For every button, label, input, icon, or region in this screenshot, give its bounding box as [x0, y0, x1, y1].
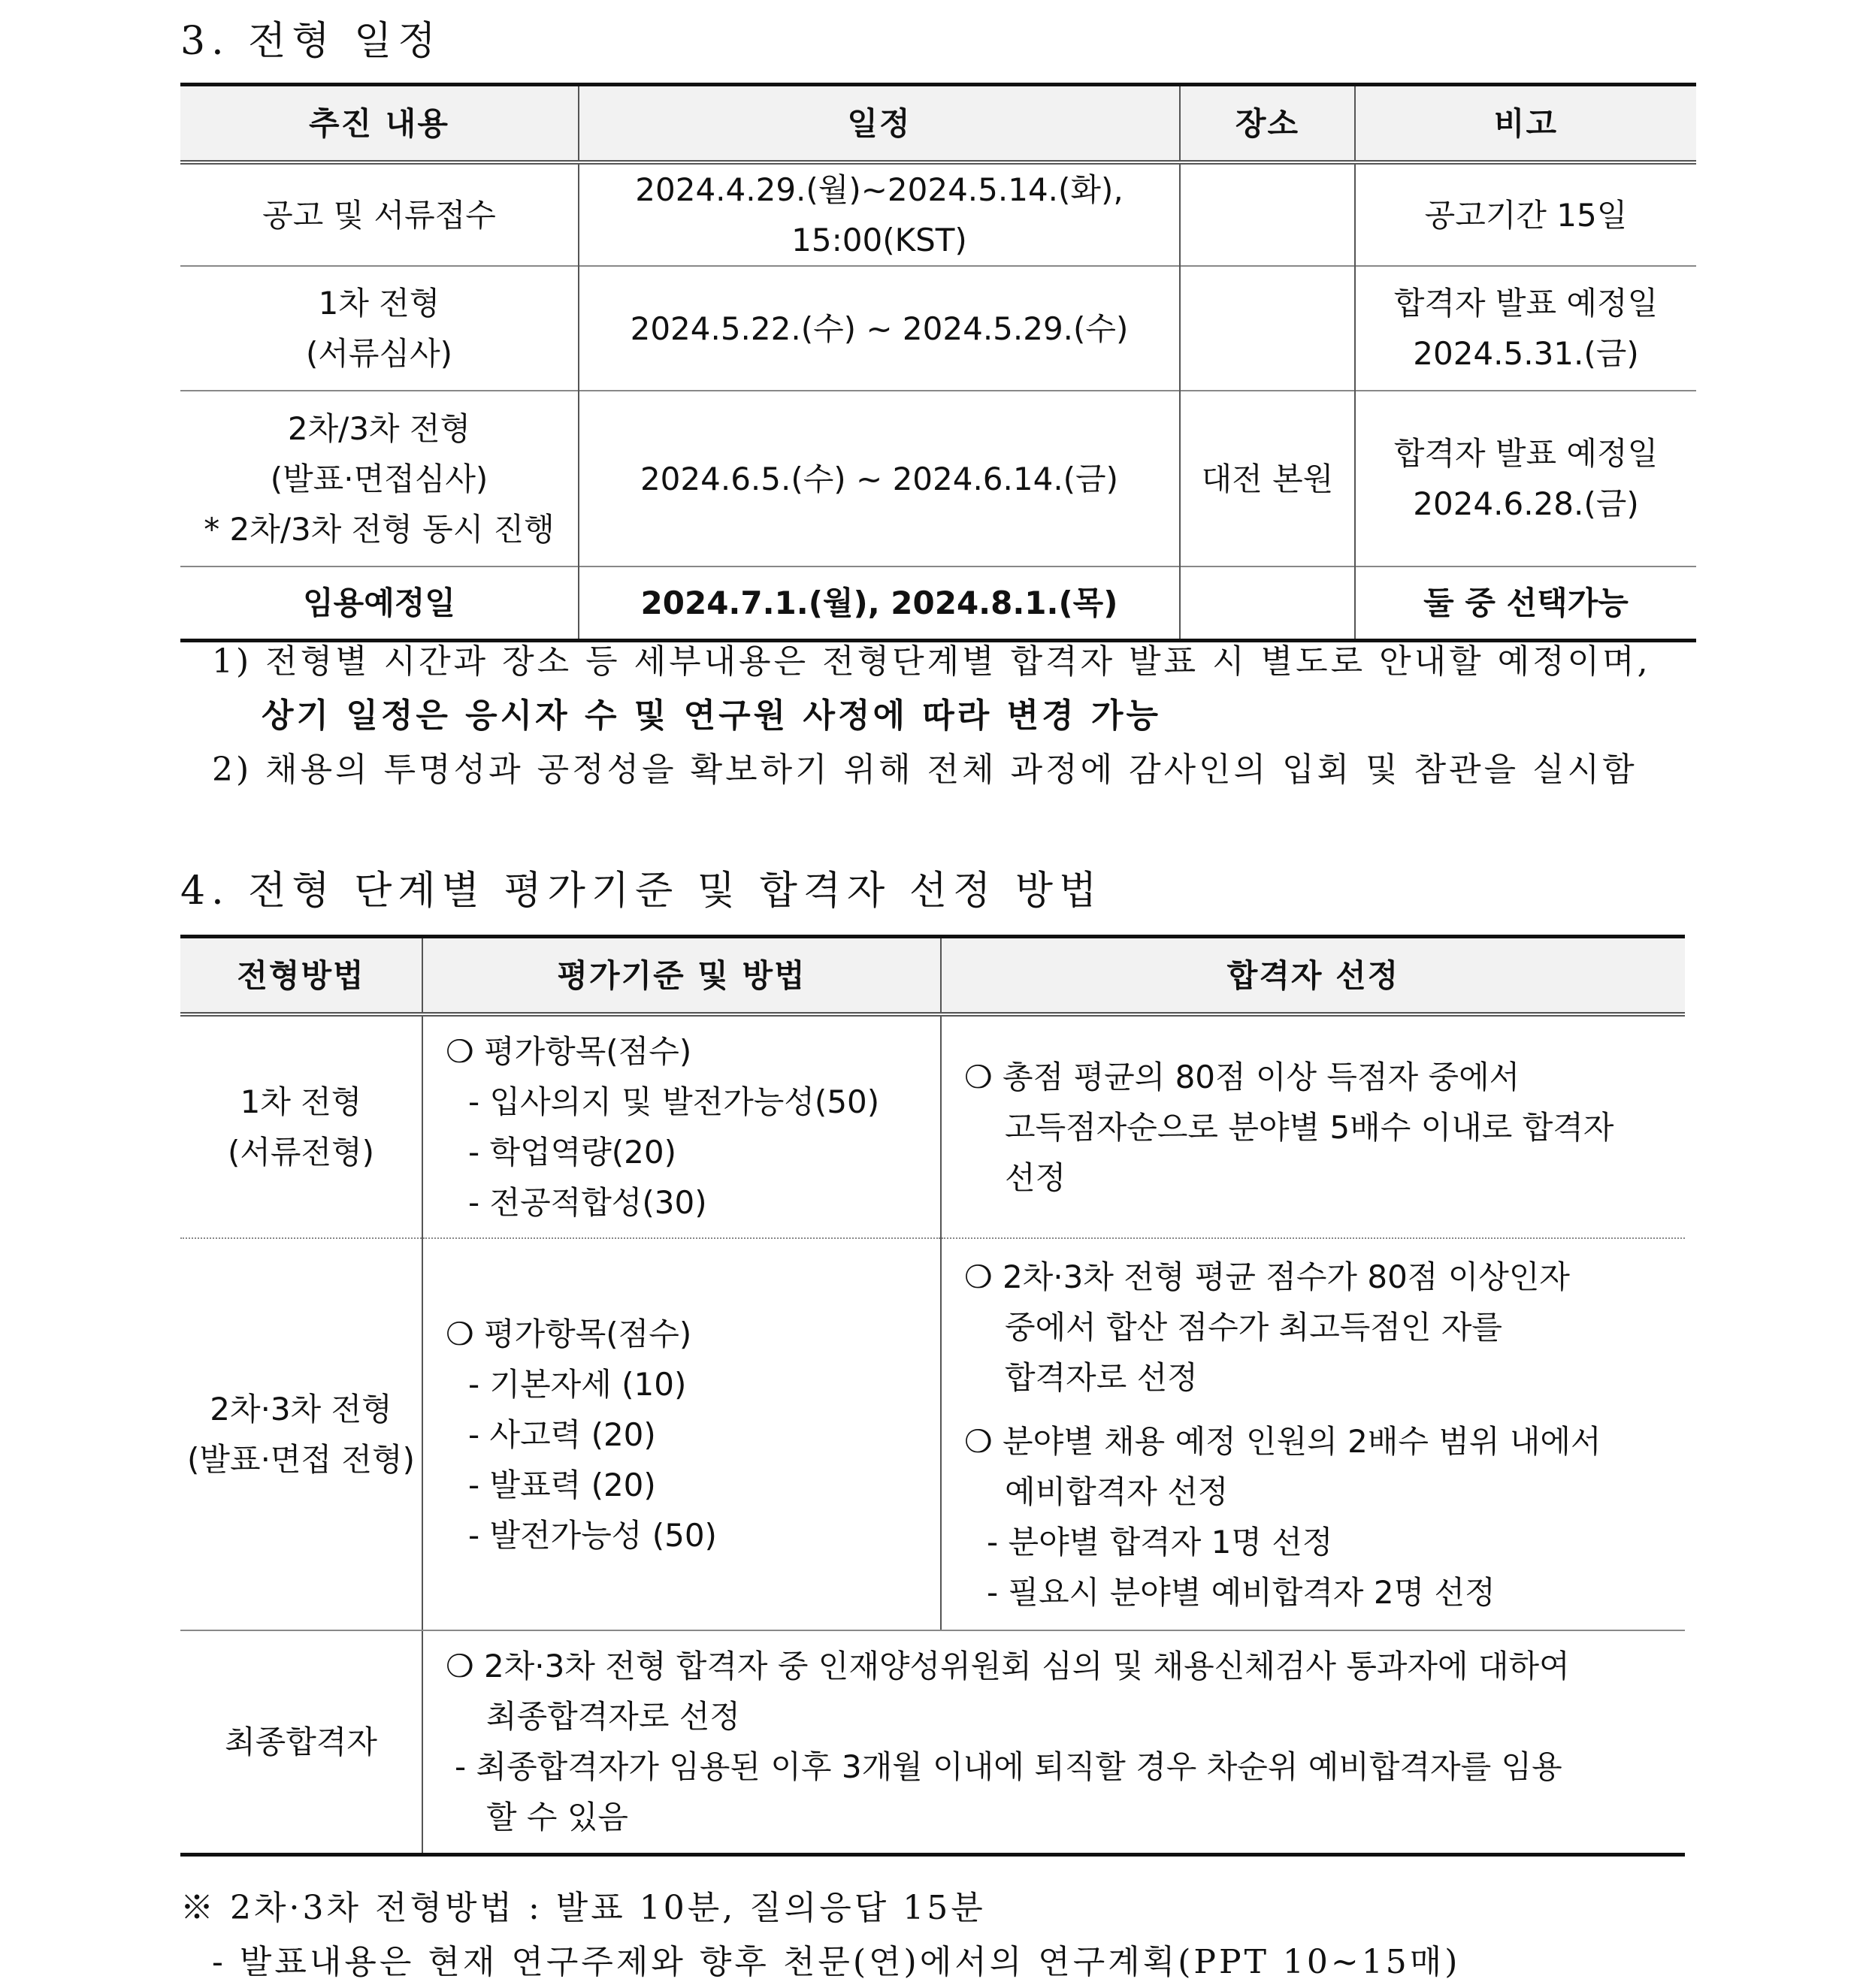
final-selection-cell: ❍ 2차·3차 전형 합격자 중 인재양성위원회 심의 및 채용신체검사 통과자에 대하여 최종합격자로 선정 - 최종합격자가 임용된 이후 3개월 이내에 퇴직할 경우 차순위 예비합격자를 임용 할 수 있음	[446, 1648, 1570, 1836]
header-method: 전형방법	[180, 937, 422, 1015]
table-row	[180, 1014, 1685, 1238]
footnote-1: ※ 2차·3차 전형방법 : 발표 10분, 질의응답 15분	[180, 1889, 986, 1927]
note-1-continuation: 상기 일정은 응시자 수 및 연구원 사정에 따라 변경 가능	[262, 696, 1161, 735]
schedule-cell: 2024.6.5.(수) ~ 2024.6.14.(금)	[579, 391, 1180, 566]
table-row	[180, 1238, 1685, 1630]
header-schedule: 일정	[579, 85, 1180, 163]
place-cell: 대전 본원	[1180, 391, 1355, 566]
header-selection: 합격자 선정	[941, 937, 1685, 1015]
header-place: 장소	[1180, 85, 1355, 163]
criteria-cell: ❍ 평가항목(점수) - 입사의지 및 발전가능성(50) - 학업역량(20) - 전공적합성(30)	[422, 1014, 941, 1238]
schedule-cell: 2024.7.1.(월), 2024.8.1.(목)	[579, 566, 1180, 640]
note-cell: 합격자 발표 예정일 2024.5.31.(금)	[1355, 266, 1696, 391]
schedule-table	[180, 83, 1696, 642]
note-1: 1) 전형별 시간과 장소 등 세부내용은 전형단계별 합격자 발표 시 별도로 안내할 예정이며,	[212, 642, 1651, 681]
place-cell	[1180, 266, 1355, 391]
note-2: 2) 채용의 투명성과 공정성을 확보하기 위해 전체 과정에 감사인의 입회 및 참관을 실시함	[212, 751, 1638, 789]
section-4-title: 4. 전형 단계별 평가기준 및 합격자 선정 방법	[180, 869, 1103, 914]
item-cell: 2차/3차 전형 (발표·면접심사) * 2차/3차 전형 동시 진행	[180, 391, 579, 566]
item-cell: 1차 전형 (서류심사)	[180, 266, 579, 391]
selection-cell: ❍ 2차·3차 전형 평균 점수가 80점 이상인자 중에서 합산 점수가 최고득점인 자를 합격자로 선정 ❍ 분야별 채용 예정 인원의 2배수 범위 내에서 예비합격자 선정 - 분야별 합격자 1명 선정 - 필요시 분야별 예비합격자 2명 선정	[941, 1238, 1685, 1630]
item-cell: 임용예정일	[180, 566, 579, 640]
method-cell: 1차 전형 (서류전형)	[180, 1014, 422, 1238]
item-cell: 공고 및 서류접수	[262, 196, 496, 234]
footnote-2: - 발표내용은 현재 연구주제와 향후 천문(연)에서의 연구계획(PPT 10∼15매)	[212, 1943, 1461, 1981]
schedule-cell: 2024.5.22.(수) ~ 2024.5.29.(수)	[579, 266, 1180, 391]
method-cell: 2차·3차 전형 (발표·면접 전형)	[180, 1238, 422, 1630]
table-row	[180, 566, 1696, 640]
evaluation-table	[180, 935, 1685, 1857]
criteria-cell: ❍ 평가항목(점수) - 기본자세 (10) - 사고력 (20) - 발표력 (20) - 발전가능성 (50)	[422, 1238, 941, 1630]
schedule-cell: 2024.4.29.(월)~2024.5.14.(화), 15:00(KST)	[579, 162, 1180, 266]
selection-cell: ❍ 총점 평균의 80점 이상 득점자 중에서 고득점자순으로 분야별 5배수 이내로 합격자 선정	[941, 1014, 1685, 1238]
place-cell	[1180, 566, 1355, 640]
note-cell: 둘 중 선택가능	[1355, 566, 1696, 640]
table-row	[180, 1630, 1685, 1854]
table-row	[180, 162, 1696, 266]
note-cell: 합격자 발표 예정일 2024.6.28.(금)	[1355, 391, 1696, 566]
header-note: 비고	[1355, 85, 1696, 163]
note-cell: 공고기간 15일	[1355, 162, 1696, 266]
method-cell: 최종합격자	[180, 1630, 422, 1854]
table-row	[180, 391, 1696, 566]
header-criteria: 평가기준 및 방법	[422, 937, 941, 1015]
table-row	[180, 266, 1696, 391]
section-3-title: 3. 전형 일정	[180, 19, 442, 64]
header-item: 추진 내용	[180, 85, 579, 163]
place-cell	[1180, 162, 1355, 266]
